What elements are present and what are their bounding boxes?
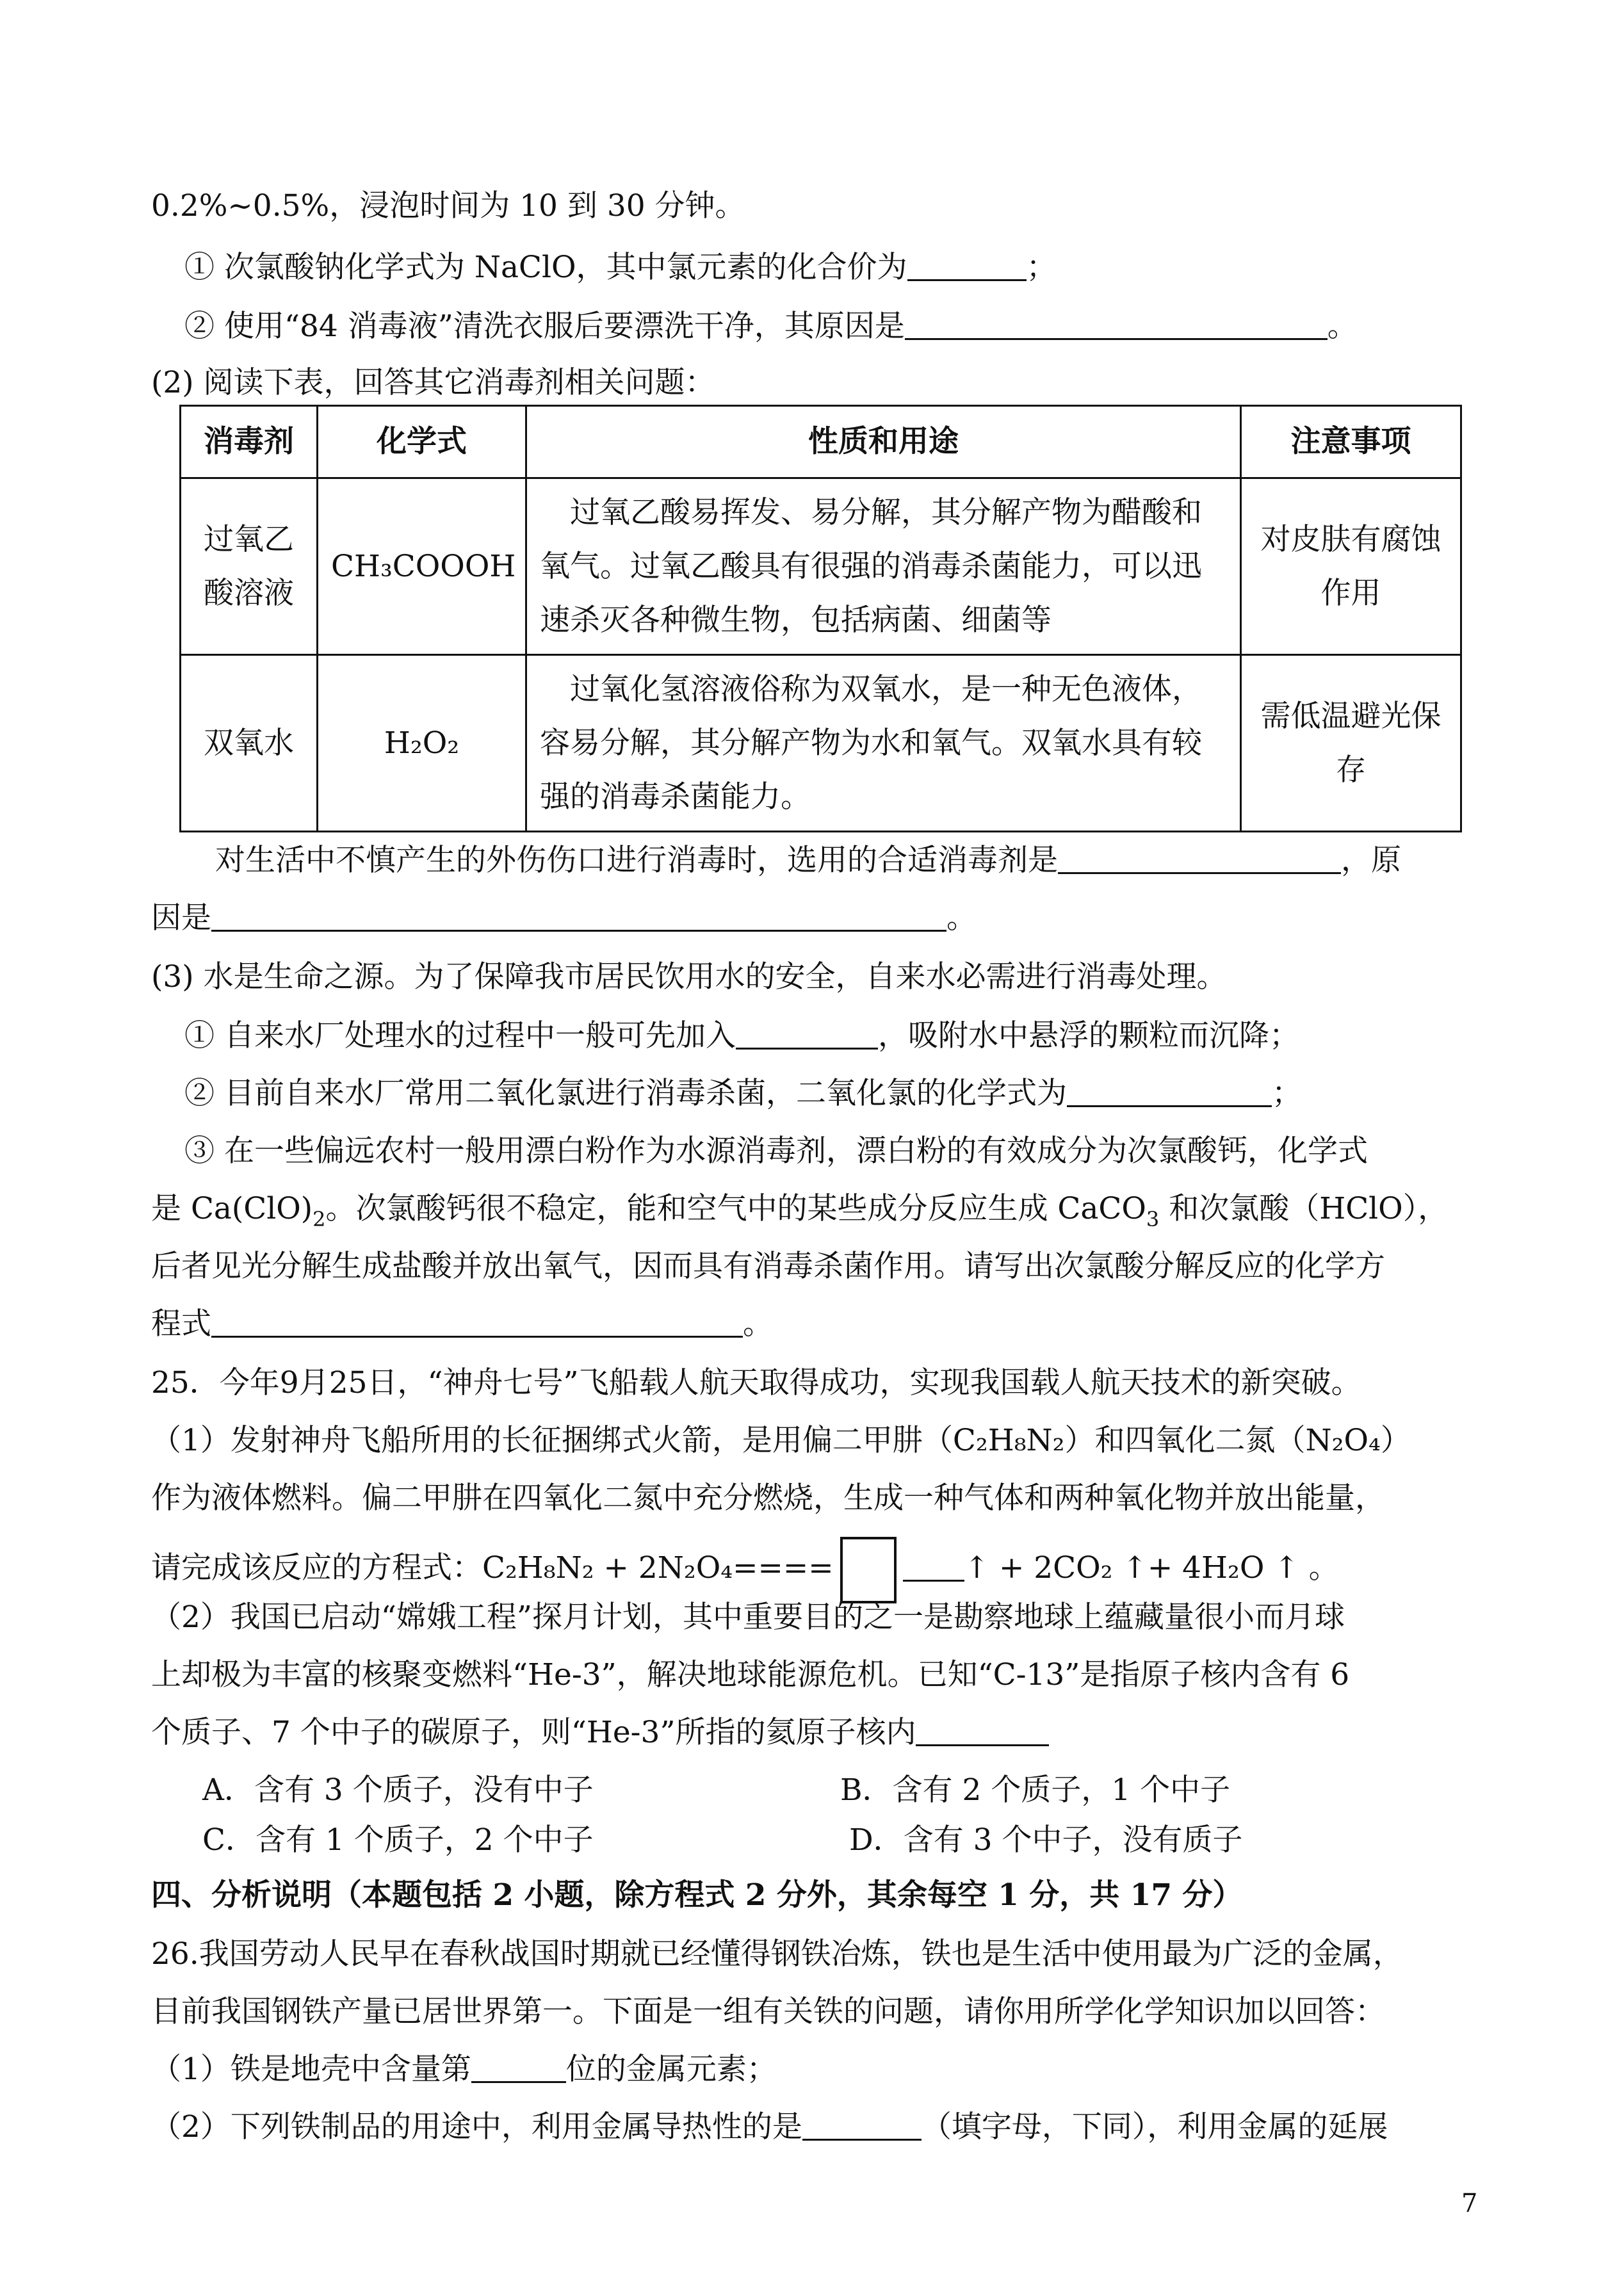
answer-blank[interactable]: [1058, 844, 1341, 874]
text-line: 目前我国钢铁产量已居世界第一。下面是一组有关铁的问题，请你用所学化学知识加以回答：: [151, 1994, 1385, 2029]
option-d[interactable]: D．含有 3 个中子，没有质子: [849, 1822, 1243, 1858]
answer-blank[interactable]: [905, 310, 1328, 340]
section-heading: 四、分析说明（本题包括 2 小题，除方程式 2 分外，其余每空 1 分，共 17 分）: [151, 1877, 1243, 1913]
option-c[interactable]: C．含有 1 个质子，2 个中子: [202, 1822, 594, 1858]
text-line: 上却极为丰富的核聚变燃料“He-3”，解决地球能源危机。已知“C-13”是指原子核内含有 6: [151, 1657, 1350, 1692]
question-line: [184, 248, 1057, 287]
text-line: （2）我国已启动“嫦娥工程”探月计划，其中重要目的之一是勘察地球上蕴藏量很小而月球: [151, 1600, 1345, 1635]
question-line: [215, 841, 1401, 880]
table-cell-note: 需低温避光保存: [1241, 655, 1461, 832]
question-text: ② 使用“84 消毒液”清洗衣服后要漂洗干净，其原因是: [184, 309, 905, 344]
question-line: [151, 2108, 1388, 2146]
table-header-row: [181, 406, 1461, 478]
question-line: [151, 899, 977, 937]
page-number: 7: [1461, 2189, 1478, 2218]
table-header: 化学式: [318, 406, 526, 478]
table-row: [181, 655, 1461, 832]
answer-blank[interactable]: [916, 1716, 1049, 1746]
question-text: 。次氯酸钙很不稳定，能和空气中的某些成分反应生成 CaCO: [325, 1191, 1146, 1226]
text-line: ③ 在一些偏远农村一般用漂白粉作为水源消毒剂，漂白粉的有效成分为次氯酸钙，化学式: [184, 1133, 1368, 1169]
punctuation: ；: [1271, 1076, 1302, 1111]
text-line: （1）发射神舟飞船所用的长征捆绑式火箭，是用偏二甲肼（C₂H₈N₂）和四氧化二氮（N₂O₄）: [151, 1423, 1411, 1458]
question-line: [151, 1537, 1339, 1603]
question-text: ↑ + 2CO₂ ↑+ 4H₂O ↑ 。: [964, 1550, 1339, 1585]
answer-blank[interactable]: [903, 1552, 964, 1582]
option-b[interactable]: B．含有 2 个质子，1 个中子: [840, 1772, 1231, 1808]
question-text: ，吸附水中悬浮的颗粒而沉降；: [877, 1018, 1299, 1053]
table-cell-note: 对皮肤有腐蚀作用: [1241, 478, 1461, 655]
answer-blank[interactable]: [471, 2053, 566, 2083]
option-a[interactable]: A．含有 3 个质子，没有中子: [202, 1772, 594, 1808]
answer-blank[interactable]: [1067, 1077, 1272, 1107]
question-line: [184, 307, 1358, 346]
question-text: ① 次氯酸钠化学式为 NaClO，其中氯元素的化合价为: [184, 250, 907, 285]
table-header: 消毒剂: [181, 406, 318, 478]
question-text: （1）铁是地壳中含量第: [151, 2052, 471, 2087]
punctuation: 。: [1327, 309, 1358, 344]
question-line: [184, 1075, 1302, 1113]
question-text: 和次氯酸（HClO），: [1159, 1191, 1449, 1226]
table-row: [181, 478, 1461, 655]
text-line: (3) 水是生命之源。为了保障我市居民饮用水的安全，自来水必需进行消毒处理。: [151, 959, 1227, 994]
question-line: [151, 1305, 773, 1343]
punctuation: 。: [743, 1306, 773, 1342]
table-cell-name: 双氧水: [181, 655, 318, 832]
answer-blank[interactable]: [802, 2111, 922, 2141]
question-text: （2）下列铁制品的用途中，利用金属导热性的是: [151, 2109, 802, 2145]
question-text: （填字母，下同），利用金属的延展: [921, 2109, 1388, 2145]
disinfectant-table: [179, 405, 1462, 832]
text-line: 后者见光分解生成盐酸并放出氧气，因而具有消毒杀菌作用。请写出次氯酸分解反应的化学方: [151, 1249, 1385, 1284]
question-text: 因是: [151, 900, 211, 936]
answer-blank[interactable]: [211, 1308, 743, 1338]
question-text: ② 目前自来水厂常用二氧化氯进行消毒杀菌，二氧化氯的化学式为: [184, 1076, 1067, 1111]
question-line: [151, 2050, 777, 2089]
subscript: 3: [1146, 1207, 1160, 1231]
question-text: 是 Ca(ClO): [151, 1191, 313, 1226]
table-cell-desc: 过氧化氢溶液俗称为双氧水，是一种无色液体，容易分解，其分解产物为水和氧气。双氧水具有较强的消毒杀菌能力。: [526, 655, 1241, 832]
question-line: [184, 1017, 1299, 1055]
question-text: ① 自来水厂处理水的过程中一般可先加入: [184, 1018, 736, 1053]
answer-blank[interactable]: [211, 902, 946, 932]
table-header: 性质和用途: [526, 406, 1241, 478]
question-text: 程式: [151, 1306, 211, 1342]
text-line: 0.2%~0.5%，浸泡时间为 10 到 30 分钟。: [151, 188, 745, 223]
answer-blank[interactable]: [736, 1019, 878, 1050]
answer-box[interactable]: [840, 1537, 897, 1603]
table-cell-formula: H₂O₂: [318, 655, 526, 832]
question-text: 位的金属元素；: [565, 2052, 777, 2087]
question-text: 个质子、7 个中子的碳原子，则“He-3”所指的氦原子核内: [151, 1715, 916, 1750]
table-header: 注意事项: [1241, 406, 1461, 478]
subscript: 2: [313, 1207, 326, 1231]
table-cell-formula: CH₃COOOH: [318, 478, 526, 655]
question-line: [151, 1714, 1049, 1752]
table-cell-desc: 过氧乙酸易挥发、易分解，其分解产物为醋酸和氧气。过氧乙酸具有很强的消毒杀菌能力，可以迅速杀灭各种微生物，包括病菌、细菌等: [526, 478, 1241, 655]
question-heading: 25．今年9月25日，“神舟七号”飞船载人航天取得成功，实现我国载人航天技术的新突破。: [151, 1365, 1361, 1400]
question-heading: 26.我国劳动人民早在春秋战国时期就已经懂得钢铁冶炼，铁也是生活中使用最为广泛的金属，: [151, 1936, 1403, 1972]
question-text: ，原: [1341, 843, 1401, 878]
punctuation: ；: [1026, 250, 1057, 285]
answer-blank[interactable]: [907, 251, 1027, 281]
punctuation: 。: [946, 900, 977, 936]
question-text: 对生活中不慎产生的外伤伤口进行消毒时，选用的合适消毒剂是: [215, 843, 1058, 878]
question-text: 请完成该反应的方程式：C₂H₈N₂ + 2N₂O₄====: [151, 1550, 834, 1585]
table-cell-name: 过氧乙酸溶液: [181, 478, 318, 655]
text-line: 作为液体燃料。偏二甲肼在四氧化二氮中充分燃烧，生成一种气体和两种氧化物并放出能量，: [151, 1480, 1385, 1516]
question-line: [151, 1190, 1449, 1231]
text-line: (2) 阅读下表，回答其它消毒剂相关问题：: [151, 365, 715, 400]
